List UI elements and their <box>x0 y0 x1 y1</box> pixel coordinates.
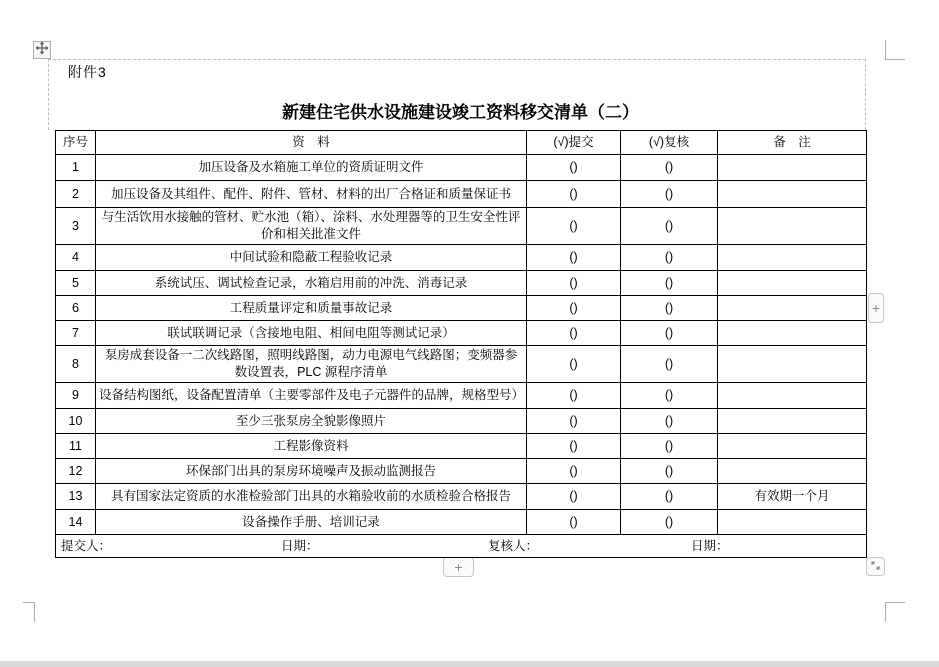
table-row <box>56 245 867 271</box>
row-material: 与生活饮用水接触的管材、贮水池（箱）、涂料、水处理器等的卫生安全性评价和相关批准文件 <box>96 208 527 245</box>
review-cell[interactable]: () <box>621 296 718 321</box>
remark-cell[interactable] <box>718 321 867 346</box>
submit-date-label: 日期： <box>281 539 319 553</box>
table-row <box>56 383 867 409</box>
review-cell[interactable]: () <box>621 321 718 346</box>
diagonal-resize-icon <box>869 559 882 574</box>
row-material: 工程质量评定和质量事故记录 <box>96 296 527 321</box>
row-material: 联试联调记录（含接地电阻、相间电阻等测试记录） <box>96 321 527 346</box>
document-title: 新建住宅供水设施建设竣工资料移交清单（二） <box>282 103 639 122</box>
insert-column-button[interactable]: + <box>868 293 884 323</box>
table-row <box>56 181 867 208</box>
row-no: 2 <box>56 181 96 208</box>
review-cell[interactable]: () <box>621 346 718 383</box>
review-cell[interactable]: () <box>621 409 718 434</box>
remark-cell[interactable]: 有效期一个月 <box>718 484 867 510</box>
table-row <box>56 155 867 181</box>
row-no: 1 <box>56 155 96 181</box>
move-cross-icon <box>35 41 49 60</box>
submit-cell[interactable]: () <box>527 383 621 409</box>
header-remark: 备 注 <box>718 131 867 155</box>
row-material: 工程影像资料 <box>96 434 527 459</box>
remark-cell[interactable] <box>718 245 867 271</box>
row-no: 8 <box>56 346 96 383</box>
row-material: 系统试压、调试检查记录，水箱启用前的冲洗、消毒记录 <box>96 271 527 296</box>
review-cell[interactable]: () <box>621 510 718 535</box>
remark-cell[interactable] <box>718 155 867 181</box>
table-row <box>56 321 867 346</box>
row-no: 12 <box>56 459 96 484</box>
row-material: 泵房成套设备一二次线路图，照明线路图，动力电源电气线路图；变频器参数设置表，PLC 源程序清单 <box>96 346 527 383</box>
remark-cell[interactable] <box>718 434 867 459</box>
header-submit: (√)提交 <box>527 131 621 155</box>
submit-cell[interactable]: () <box>527 271 621 296</box>
row-no: 10 <box>56 409 96 434</box>
submit-cell[interactable]: () <box>527 434 621 459</box>
row-no: 11 <box>56 434 96 459</box>
margin-mark-bottom-left <box>23 602 35 622</box>
margin-mark-bottom-right <box>885 602 905 622</box>
remark-cell[interactable] <box>718 208 867 245</box>
row-no: 6 <box>56 296 96 321</box>
review-cell[interactable]: () <box>621 271 718 296</box>
row-no: 5 <box>56 271 96 296</box>
table-row <box>56 434 867 459</box>
review-cell[interactable]: () <box>621 245 718 271</box>
review-cell[interactable]: () <box>621 459 718 484</box>
reviewer-label: 复核人： <box>488 539 539 553</box>
signature-row[interactable] <box>56 535 867 558</box>
submit-cell[interactable]: () <box>527 484 621 510</box>
table-row <box>56 271 867 296</box>
review-cell[interactable]: () <box>621 208 718 245</box>
submit-cell[interactable]: () <box>527 459 621 484</box>
table-footer-row <box>56 535 867 558</box>
remark-cell[interactable] <box>718 510 867 535</box>
table-row <box>56 510 867 535</box>
row-material: 加压设备及水箱施工单位的资质证明文件 <box>96 155 527 181</box>
row-no: 4 <box>56 245 96 271</box>
submit-cell[interactable]: () <box>527 296 621 321</box>
submit-cell[interactable]: () <box>527 155 621 181</box>
review-cell[interactable]: () <box>621 181 718 208</box>
review-cell[interactable]: () <box>621 434 718 459</box>
row-no: 3 <box>56 208 96 245</box>
table-row <box>56 484 867 510</box>
review-cell[interactable]: () <box>621 383 718 409</box>
remark-cell[interactable] <box>718 459 867 484</box>
margin-mark-top-right <box>885 40 905 60</box>
review-cell[interactable]: () <box>621 484 718 510</box>
table-row <box>56 409 867 434</box>
header-material: 资 料 <box>96 131 527 155</box>
submit-cell[interactable]: () <box>527 346 621 383</box>
remark-cell[interactable] <box>718 296 867 321</box>
row-material: 设备结构图纸，设备配置清单（主要零部件及电子元器件的品牌，规格型号） <box>96 383 527 409</box>
table-row <box>56 296 867 321</box>
review-cell[interactable]: () <box>621 155 718 181</box>
table-resize-handle[interactable] <box>866 557 885 576</box>
remark-cell[interactable] <box>718 383 867 409</box>
table-row <box>56 208 867 245</box>
handover-checklist-table <box>55 130 867 558</box>
row-material: 具有国家法定资质的水准检验部门出具的水箱验收前的水质检验合格报告 <box>96 484 527 510</box>
submit-cell[interactable]: () <box>527 409 621 434</box>
submit-cell[interactable]: () <box>527 181 621 208</box>
remark-cell[interactable] <box>718 181 867 208</box>
header-review: (√)复核 <box>621 131 718 155</box>
table-header-row <box>56 131 867 155</box>
row-no: 13 <box>56 484 96 510</box>
submit-cell[interactable]: () <box>527 510 621 535</box>
remark-cell[interactable] <box>718 271 867 296</box>
insert-row-button[interactable]: + <box>443 557 474 577</box>
submitter-label: 提交人： <box>61 539 112 553</box>
attachment-label: 附件3 <box>68 64 107 80</box>
remark-cell[interactable] <box>718 409 867 434</box>
row-no: 9 <box>56 383 96 409</box>
row-material: 中间试验和隐蔽工程验收记录 <box>96 245 527 271</box>
submit-cell[interactable]: () <box>527 245 621 271</box>
table-row <box>56 346 867 383</box>
row-no: 14 <box>56 510 96 535</box>
window-bottom-edge <box>0 661 939 667</box>
row-material: 加压设备及其组件、配件、附件、管材、材料的出厂合格证和质量保证书 <box>96 181 527 208</box>
row-material: 环保部门出具的泵房环境噪声及振动监测报告 <box>96 459 527 484</box>
submit-cell[interactable]: () <box>527 321 621 346</box>
table-row <box>56 459 867 484</box>
row-no: 7 <box>56 321 96 346</box>
table-move-handle[interactable] <box>33 41 51 59</box>
header-no: 序号 <box>56 131 96 155</box>
row-material: 至少三张泵房全貌影像照片 <box>96 409 527 434</box>
remark-cell[interactable] <box>718 346 867 383</box>
submit-cell[interactable]: () <box>527 208 621 245</box>
review-date-label: 日期： <box>691 539 729 553</box>
row-material: 设备操作手册、培训记录 <box>96 510 527 535</box>
